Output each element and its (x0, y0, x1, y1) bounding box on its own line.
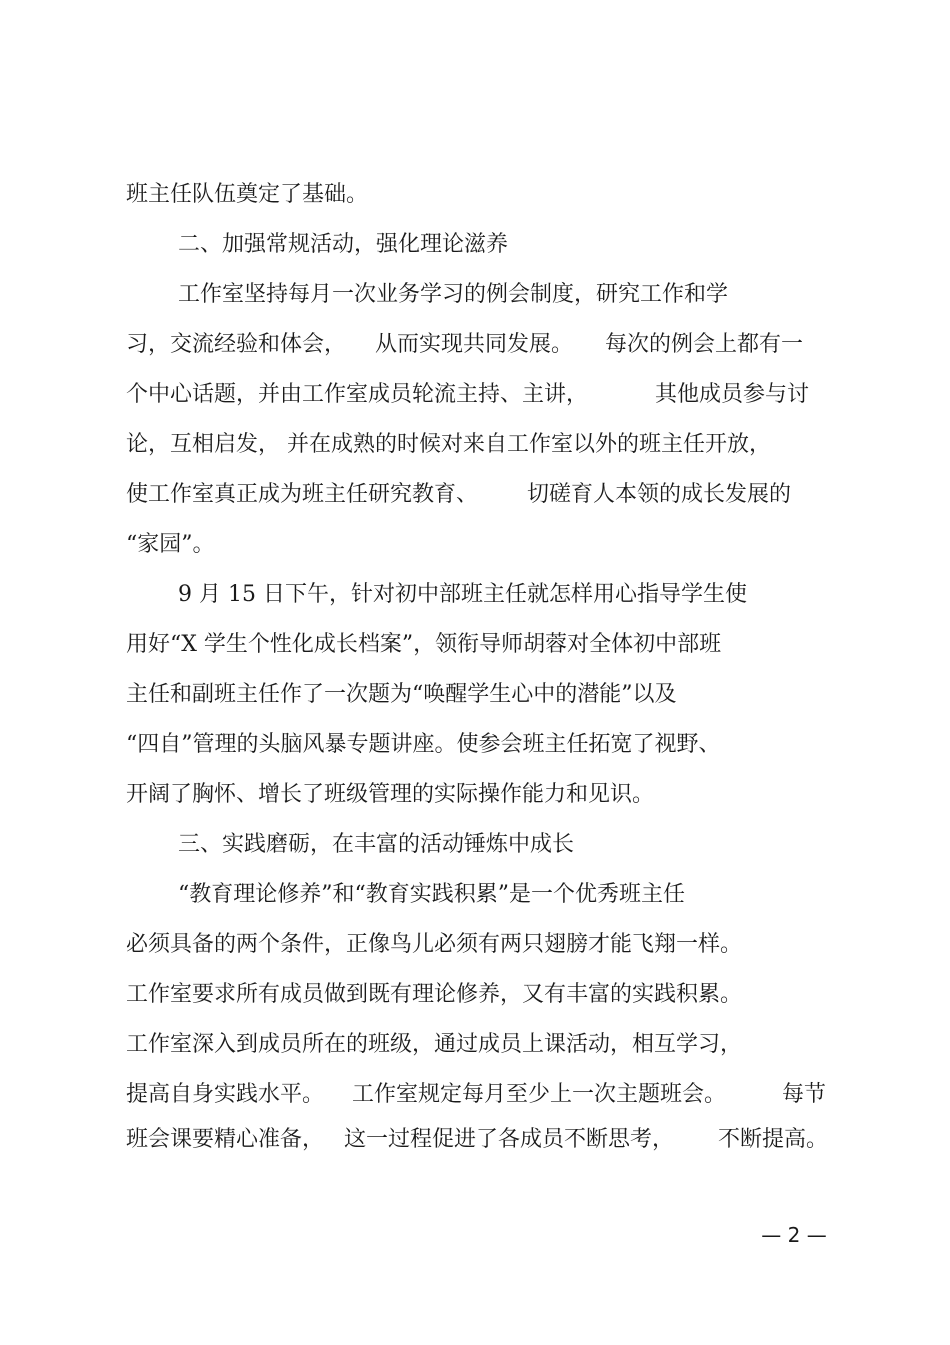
text-line (0, 625, 950, 665)
text-line (0, 275, 950, 315)
text-line (0, 575, 950, 615)
text-segment: 个中心话题，并由工作室成员轮流主持、主讲， (126, 382, 589, 407)
text-segment: 每节 (782, 1082, 827, 1107)
text-line (0, 875, 950, 915)
text-line (0, 525, 950, 565)
text-line (0, 925, 950, 965)
text-segment: 三、实践磨砺，在丰富的活动锤炼中成长 (178, 832, 575, 857)
section-heading (0, 825, 950, 865)
text-line (0, 475, 950, 515)
text-segment: 工作室坚持每月一次业务学习的例会制度，研究工作和学 (178, 282, 729, 307)
text-line (0, 425, 950, 465)
text-line (0, 175, 950, 215)
text-segment: 论，互相启发， (126, 432, 281, 457)
text-segment: “教育理论修养”和“教育实践积累”是一个优秀班主任 (178, 882, 685, 907)
text-line (0, 1120, 950, 1160)
text-segment: “四自”管理的头脑风暴专题讲座。使参会班主任拓宽了视野、 (126, 732, 721, 757)
text-line (0, 975, 950, 1015)
text-segment: 切磋育人本领的成长发展的 (527, 482, 792, 507)
text-segment: 工作室规定每月至少上一次主题班会。 (352, 1082, 727, 1107)
text-segment: “家园”。 (126, 532, 215, 557)
text-line (0, 775, 950, 815)
text-segment: 工作室深入到成员所在的班级，通过成员上课活动，相互学习， (126, 1032, 743, 1057)
page-number: — 2 — (761, 1223, 827, 1247)
text-line (0, 375, 950, 415)
text-segment: 主任和副班主任作了一次题为“唤醒学生心中的潜能”以及 (126, 682, 677, 707)
text-segment: 开阔了胸怀、增长了班级管理的实际操作能力和见识。 (126, 782, 655, 807)
text-segment: 使工作室真正成为班主任研究教育、 (126, 482, 479, 507)
section-heading (0, 225, 950, 265)
text-segment: 用好“X 学生个性化成长档案”，领衔导师胡蓉对全体初中部班 (126, 632, 722, 657)
text-segment: 每次的例会上都有一 (605, 332, 804, 357)
text-line (0, 675, 950, 715)
text-segment: 必须具备的两个条件，正像鸟儿必须有两只翅膀才能飞翔一样。 (126, 932, 743, 957)
text-segment: 二、加强常规活动，强化理论滋养 (178, 232, 509, 257)
text-segment: 班会课要精心准备， (126, 1127, 325, 1152)
text-segment: 从而实现共同发展。 (375, 332, 574, 357)
text-segment: 工作室要求所有成员做到既有理论修养，又有丰富的实践积累。 (126, 982, 743, 1007)
text-segment: 班主任队伍奠定了基础。 (126, 182, 369, 207)
text-segment: 习，交流经验和体会， (126, 332, 347, 357)
text-segment: 提高自身实践水平。 (126, 1082, 325, 1107)
text-line (0, 325, 950, 365)
text-segment: 9 月 15 日下午，针对初中部班主任就怎样用心指导学生使 (178, 582, 747, 607)
text-line (0, 1025, 950, 1065)
text-line (0, 1075, 950, 1115)
text-segment: 并在成熟的时候对来自工作室以外的班主任开放， (287, 432, 772, 457)
text-segment: 这一过程促进了各成员不断思考， (344, 1127, 675, 1152)
text-segment: 其他成员参与讨 (655, 382, 810, 407)
text-segment: 不断提高。 (718, 1127, 829, 1152)
text-line (0, 725, 950, 765)
